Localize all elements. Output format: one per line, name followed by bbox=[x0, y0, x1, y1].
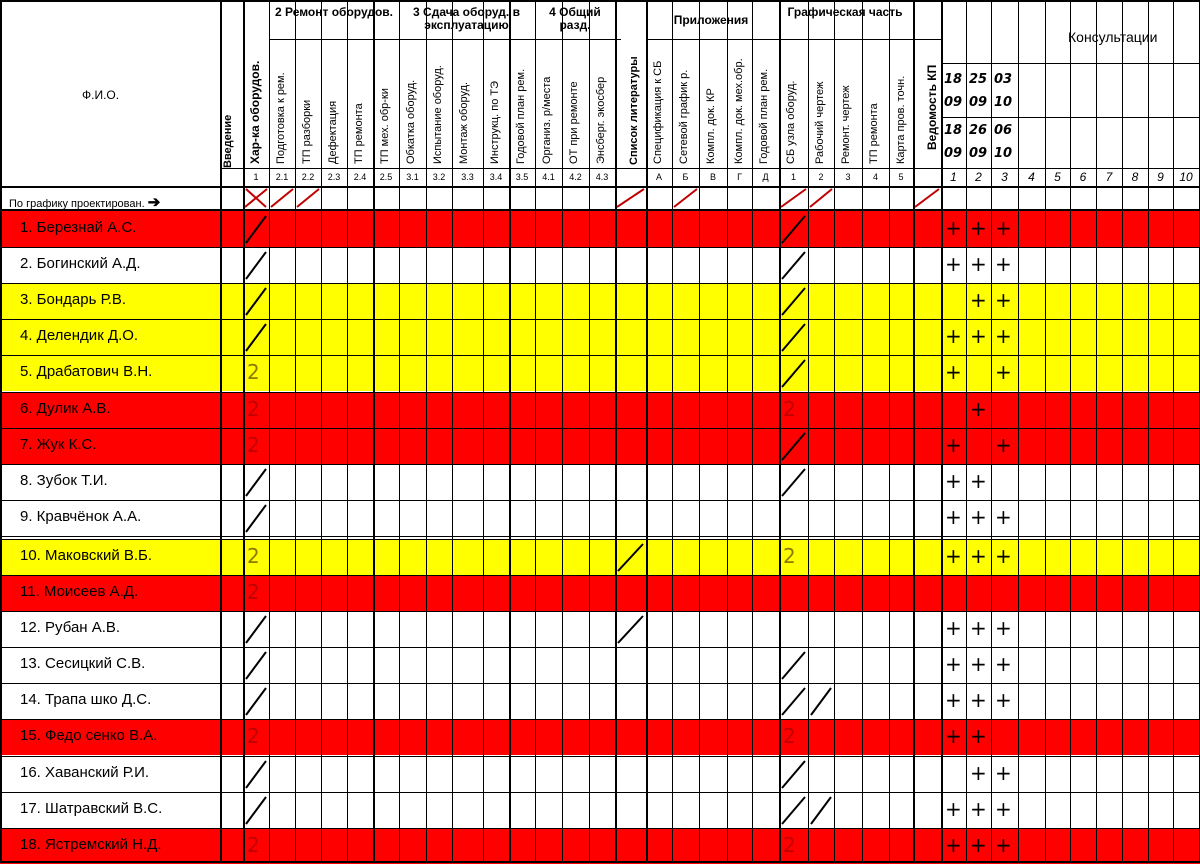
slash-mark bbox=[246, 652, 266, 679]
g4-col-header: Организ. р/места bbox=[541, 76, 553, 164]
spisok-header: Список литературы bbox=[628, 56, 640, 165]
mark-plus: + bbox=[995, 833, 1012, 857]
slash-mark bbox=[782, 688, 805, 715]
slash-mark bbox=[246, 288, 266, 315]
mark-plus: + bbox=[995, 652, 1012, 676]
mark-plus: + bbox=[945, 688, 962, 712]
schedule-slash bbox=[915, 189, 939, 207]
graf-col-header: ТП ремонта bbox=[868, 103, 880, 164]
mark-plus: + bbox=[970, 216, 987, 240]
mark-two: 2 bbox=[783, 833, 796, 857]
mark-plus: + bbox=[945, 469, 962, 493]
mark-plus: + bbox=[970, 288, 987, 312]
schedule-slash bbox=[674, 189, 697, 207]
g4-col-header: Энсберг. экосбер bbox=[595, 76, 607, 164]
mark-plus: + bbox=[945, 616, 962, 640]
column-number: 4.2 bbox=[569, 172, 582, 182]
mark-two: 2 bbox=[247, 580, 260, 604]
g2-col-header: Подготовка к рем. bbox=[275, 72, 287, 164]
column-number: 5 bbox=[898, 172, 904, 182]
student-name: 10. Маковский В.Б. bbox=[20, 547, 153, 564]
g3-col-header: Годовой план рем. bbox=[515, 68, 527, 164]
column-number: 3.1 bbox=[406, 172, 419, 182]
grafik-label: По графику проектирован. ➔ bbox=[9, 194, 161, 211]
mark-plus: + bbox=[945, 252, 962, 276]
slash-mark bbox=[246, 505, 266, 532]
column-number: 2.1 bbox=[275, 172, 289, 182]
mark-plus: + bbox=[995, 505, 1012, 529]
vedomost-header: Ведомость КП bbox=[925, 64, 939, 150]
slash-mark bbox=[246, 216, 266, 243]
slash-mark bbox=[782, 288, 805, 315]
pril-col-header: Годовой план рем. bbox=[758, 68, 770, 164]
slash-mark bbox=[811, 688, 831, 715]
mark-two: 2 bbox=[247, 433, 260, 457]
student-name: 15. Федо сенко В.А. bbox=[20, 727, 158, 744]
slash-mark bbox=[782, 797, 805, 824]
mark-plus: + bbox=[970, 397, 987, 421]
column-number: Г bbox=[737, 172, 742, 182]
slash-mark bbox=[246, 252, 266, 279]
mark-plus: + bbox=[945, 505, 962, 529]
consult-date: 03 bbox=[994, 72, 1013, 87]
mark-plus: + bbox=[970, 761, 987, 785]
student-name: 14. Трапа шко Д.С. bbox=[20, 691, 152, 708]
graf-title: Графическая часть bbox=[787, 5, 903, 19]
mark-plus: + bbox=[995, 797, 1012, 821]
khar-header: Хар-ка оборудов. bbox=[248, 60, 262, 164]
g3-col-header: Монтаж оборуд. bbox=[458, 81, 470, 164]
student-name: 5. Драбатович В.Н. bbox=[20, 363, 153, 380]
g3-col-header: Обкатка оборуд. bbox=[405, 79, 417, 164]
consult-date: 09 bbox=[944, 146, 963, 161]
consult-number: 3 bbox=[1001, 170, 1008, 184]
consult-date: 18 bbox=[944, 123, 963, 138]
schedule-slash bbox=[297, 189, 319, 207]
column-number: 3.4 bbox=[489, 172, 503, 182]
mark-two: 2 bbox=[247, 724, 260, 748]
slash-mark bbox=[782, 433, 805, 460]
mark-two: 2 bbox=[783, 724, 796, 748]
column-number: Б bbox=[682, 172, 689, 182]
slash-mark bbox=[246, 761, 266, 788]
g3-col-header: Инструкц. по ТЭ bbox=[489, 81, 501, 164]
mark-plus: + bbox=[945, 216, 962, 240]
consult-date: 09 bbox=[969, 146, 988, 161]
consult-number: 4 bbox=[1028, 170, 1035, 184]
mark-plus: + bbox=[995, 216, 1012, 240]
group-2-title: 2 Ремонт оборудов. bbox=[274, 5, 393, 19]
mark-two: 2 bbox=[783, 397, 796, 421]
column-number: 3 bbox=[845, 172, 851, 182]
consult-date: 09 bbox=[944, 95, 963, 110]
graf-col-header: Карта пров. точн. bbox=[895, 75, 907, 164]
mark-plus: + bbox=[995, 761, 1012, 785]
student-name: 17. Шатравский В.С. bbox=[20, 800, 163, 817]
slash-mark bbox=[246, 616, 266, 643]
slash-mark bbox=[782, 252, 805, 279]
mark-plus: + bbox=[995, 616, 1012, 640]
mark-two: 2 bbox=[247, 360, 260, 384]
mark-plus: + bbox=[970, 616, 987, 640]
mark-plus: + bbox=[970, 324, 987, 348]
mark-plus: + bbox=[970, 505, 987, 529]
consult-date: 26 bbox=[969, 123, 988, 138]
student-name: 16. Хаванский Р.И. bbox=[20, 764, 150, 781]
mark-plus: + bbox=[970, 797, 987, 821]
slash-mark bbox=[782, 469, 805, 496]
consult-number: 8 bbox=[1131, 170, 1139, 184]
mark-two: 2 bbox=[247, 544, 260, 568]
schedule-slash bbox=[781, 189, 806, 207]
student-name: 13. Сесицкий С.В. bbox=[20, 655, 146, 672]
pril-col-header: Сетевой график р. bbox=[678, 69, 690, 164]
student-name: 8. Зубок Т.И. bbox=[20, 472, 108, 489]
consult-number: 1 bbox=[950, 170, 957, 184]
g2-col-header: ТП мех. обр-ки bbox=[379, 88, 391, 164]
student-name: 11. Моисеев А.Д. bbox=[20, 583, 139, 600]
column-number: 3.5 bbox=[515, 172, 529, 182]
student-name: 7. Жук К.С. bbox=[20, 436, 97, 453]
slash-mark bbox=[782, 652, 805, 679]
mark-plus: + bbox=[945, 724, 962, 748]
student-name: 2. Богинский А.Д. bbox=[20, 255, 141, 272]
schedule-slash bbox=[271, 189, 293, 207]
g2-col-header: ТП ремонта bbox=[353, 103, 365, 164]
consult-number: 6 bbox=[1079, 170, 1087, 184]
column-number: 4.1 bbox=[542, 172, 555, 182]
mark-plus: + bbox=[945, 433, 962, 457]
mark-plus: + bbox=[945, 797, 962, 821]
graf-col-header: Ремонт. чертеж bbox=[840, 85, 852, 164]
mark-two: 2 bbox=[247, 397, 260, 421]
mark-plus: + bbox=[995, 544, 1012, 568]
mark-plus: + bbox=[995, 360, 1012, 384]
consult-number: 10 bbox=[1179, 170, 1193, 184]
fio-header: Ф.И.О. bbox=[82, 88, 120, 102]
arrow-right-icon: ➔ bbox=[147, 194, 161, 211]
student-name: 9. Кравчёнок А.А. bbox=[20, 508, 142, 525]
slash-mark bbox=[782, 216, 805, 243]
mark-plus: + bbox=[945, 833, 962, 857]
column-number: 3.3 bbox=[461, 172, 474, 182]
column-number: 2.2 bbox=[301, 172, 315, 182]
g3-col-header: Испытание оборуд. bbox=[432, 65, 444, 164]
column-number: 1 bbox=[790, 172, 796, 182]
consult-number: 5 bbox=[1054, 170, 1061, 184]
mark-plus: + bbox=[995, 288, 1012, 312]
g4-col-header: ОТ при ремонте bbox=[568, 81, 580, 164]
mark-plus: + bbox=[970, 469, 987, 493]
column-number: 2.4 bbox=[353, 172, 367, 182]
consult-date: 10 bbox=[994, 146, 1013, 161]
mark-plus: + bbox=[945, 652, 962, 676]
consult-number: 9 bbox=[1157, 170, 1164, 184]
student-name: 3. Бондарь Р.В. bbox=[20, 291, 127, 308]
student-name: 6. Дулик А.В. bbox=[20, 400, 111, 417]
kons-title: Консультации bbox=[1068, 29, 1158, 45]
g2-col-header: ТП разборки bbox=[301, 99, 313, 164]
consult-number: 2 bbox=[975, 170, 982, 184]
student-name: 4. Делендик Д.О. bbox=[20, 327, 139, 344]
graf-col-header: СБ узла оборуд. bbox=[785, 80, 797, 164]
mark-plus: + bbox=[970, 688, 987, 712]
consult-date: 09 bbox=[969, 95, 988, 110]
mark-plus: + bbox=[945, 544, 962, 568]
column-number: 4.3 bbox=[595, 172, 609, 182]
slash-mark bbox=[246, 469, 266, 496]
student-name: 1. Березнай А.С. bbox=[20, 219, 137, 236]
slash-mark bbox=[246, 324, 266, 351]
mark-two: 2 bbox=[247, 833, 260, 857]
schedule-slash bbox=[810, 189, 832, 207]
column-number: А bbox=[655, 172, 662, 182]
pril-title: Приложения bbox=[673, 13, 749, 27]
column-number: 2.5 bbox=[379, 172, 393, 182]
consult-date: 06 bbox=[994, 123, 1013, 138]
mark-plus: + bbox=[970, 833, 987, 857]
mark-plus: + bbox=[995, 688, 1012, 712]
mark-plus: + bbox=[970, 544, 987, 568]
student-name: 12. Рубан А.В. bbox=[20, 619, 121, 636]
mark-plus: + bbox=[945, 360, 962, 384]
column-number: Д bbox=[762, 172, 769, 182]
group-4-title: 4 Общий разд. bbox=[549, 5, 601, 32]
column-number: 3.2 bbox=[432, 172, 446, 182]
mark-plus: + bbox=[945, 324, 962, 348]
slash-mark bbox=[811, 797, 831, 824]
slash-mark bbox=[782, 360, 805, 387]
vvedenie-header: Введение bbox=[222, 114, 234, 168]
slash-mark bbox=[246, 797, 266, 824]
student-name: 18. Ястремский Н.Д. bbox=[20, 836, 162, 853]
mark-plus: + bbox=[995, 252, 1012, 276]
pril-col-header: Спецификация к СБ bbox=[652, 60, 664, 164]
mark-plus: + bbox=[970, 724, 987, 748]
consult-number: 7 bbox=[1105, 170, 1113, 184]
mark-plus: + bbox=[970, 652, 987, 676]
column-number: В bbox=[709, 172, 716, 182]
mark-plus: + bbox=[995, 433, 1012, 457]
slash-mark bbox=[782, 324, 805, 351]
graf-col-header: Рабочий чертеж bbox=[814, 81, 826, 164]
slash-mark bbox=[246, 688, 266, 715]
mark-plus: + bbox=[970, 252, 987, 276]
slash-mark bbox=[782, 761, 805, 788]
column-number: 1 bbox=[253, 172, 259, 182]
column-number: 4 bbox=[872, 172, 878, 182]
mark-two: 2 bbox=[783, 544, 796, 568]
slash-mark bbox=[618, 616, 643, 643]
pril-col-header: Компл. док. КР bbox=[705, 88, 717, 164]
group-3-title: 3 Сдача оборуд. в эксплуатацию bbox=[413, 5, 520, 32]
consult-date: 25 bbox=[969, 72, 988, 87]
consult-date: 18 bbox=[944, 72, 963, 87]
column-number: 2.3 bbox=[327, 172, 341, 182]
consult-date: 10 bbox=[994, 95, 1013, 110]
mark-plus: + bbox=[995, 324, 1012, 348]
schedule-slash bbox=[617, 189, 644, 207]
g2-col-header: Дефектация bbox=[327, 100, 339, 164]
column-number: 2 bbox=[818, 172, 824, 182]
pril-col-header: Компл. док. мех.обр. bbox=[733, 58, 745, 164]
slash-mark bbox=[618, 544, 643, 571]
